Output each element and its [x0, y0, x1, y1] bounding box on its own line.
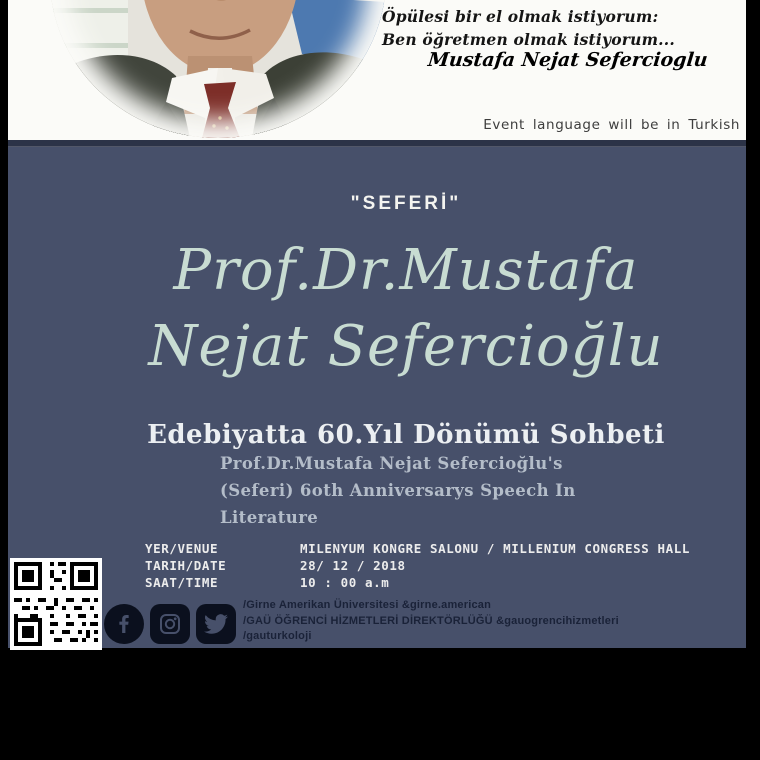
venue-label: YER/VENUE: [145, 541, 219, 556]
speaker-portrait: [50, 0, 386, 138]
quote-block: [382, 5, 675, 51]
event-subtitle-turkish: Edebiyatta 60.Yıl Dönümü Sohbeti: [147, 420, 665, 450]
social-line-3: /gauturkoloji: [243, 630, 312, 642]
speaker-signature: Mustafa Nejat Sefercioglu: [427, 49, 710, 71]
qr-pattern: [14, 562, 98, 646]
event-details: [145, 540, 690, 591]
time-value: 10 : 00 a.m: [300, 575, 390, 590]
subtitle-en-line-2: (Seferi) 6oth Anniversarys Speech In: [220, 481, 576, 500]
speaker-name-line-2: Nejat Sefercioğlu: [148, 314, 664, 379]
subtitle-en-line-3: Literature: [220, 508, 319, 527]
qr-code: [10, 558, 102, 650]
instagram-icon: [150, 604, 190, 644]
header-section: [8, 0, 746, 140]
pen-name: "SEFERİ": [350, 193, 462, 214]
venue-value: MILENYUM KONGRE SALONU / MILLENIUM CONGRESS HALL: [300, 541, 691, 556]
subtitle-en-line-1: Prof.Dr.Mustafa Nejat Sefercioğlu's: [220, 454, 563, 473]
date-value: 28/ 12 / 2018: [300, 558, 406, 573]
social-handles: [243, 598, 619, 645]
speaker-name-line-1: Prof.Dr.Mustafa: [173, 238, 639, 303]
social-icons: [104, 604, 236, 644]
quote-line-1: Öpülesi bir el olmak istiyorum:: [382, 7, 659, 26]
main-panel: [8, 140, 746, 648]
social-line-2: /GAÜ ÖĞRENCİ HİZMETLERİ DİREKTÖRLÜĞÜ &gauogrencihizmetleri: [243, 614, 619, 627]
date-row: [145, 557, 690, 574]
twitter-icon: [196, 604, 236, 644]
speaker-name-title: [8, 233, 746, 385]
event-subtitle-english: [220, 450, 576, 531]
social-line-1: /Girne Amerikan Üniversitesi &girne.american: [243, 599, 492, 611]
time-row: [145, 574, 690, 591]
date-label: TARIH/DATE: [145, 558, 227, 573]
portrait-illustration: [50, 0, 386, 138]
time-label: SAAT/TIME: [145, 575, 219, 590]
quote-line-2: Ben öğretmen olmak istiyorum...: [382, 30, 675, 49]
venue-row: [145, 540, 690, 557]
language-note: Event language will be in Turkish: [483, 117, 740, 133]
facebook-icon: [104, 604, 144, 644]
